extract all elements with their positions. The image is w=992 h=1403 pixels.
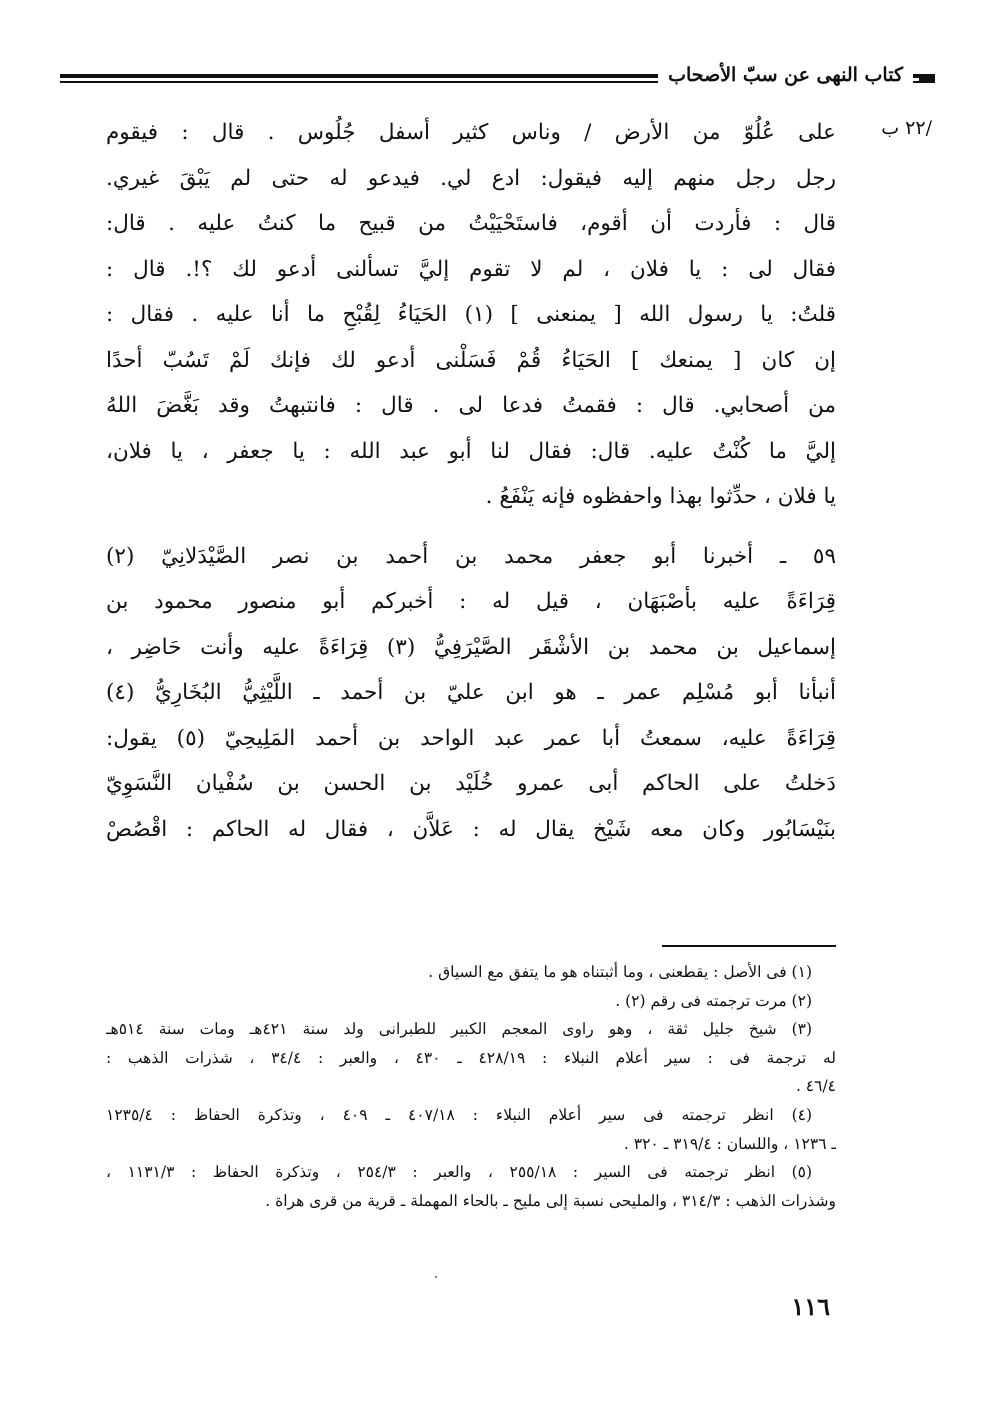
scan-speck (435, 1276, 437, 1278)
text-line: ٥٩ ـ أخبرنا أبو جعفر محمد بن أحمد بن نصر الصَّيْدَلانِيّ (٢) (106, 543, 836, 569)
header-rule-end (919, 74, 935, 83)
page-number: ١١٦ (791, 1292, 830, 1321)
text-line: قِرَاءَةً عليه بأصْبَهَان ، قيل له : أخبركم أبو منصور محمود بن (106, 589, 836, 614)
text-line: أنبأنا أبو مُسْلِم عمر ـ هو ابن عليّ بن أحمد ـ اللَّيْثِيُّ البُخَارِيُّ (٤) (106, 680, 836, 705)
footnote-line: (١) فى الأصل : يقطعنى ، وما أثبتناه هو ما يتفق مع السياق . (428, 963, 812, 981)
footnote-separator (662, 945, 836, 947)
footnote-line: (٣) شيخ جليل ثقة ، وهو راوى المعجم الكبير للطبرانى ولد سنة ٤٢١هـ ومات سنة ٥١٤هـ (106, 1020, 813, 1039)
footnote-line: (٥) انظر ترجمته فى السير : ٢٥٥/١٨ ، والعبر : ٢٥٤/٣ ، وتذكرة الحفاظ : ١١٣١/٣ ، (106, 1163, 813, 1182)
text-line: قلتُ: يا رسول الله [ يمنعنى ] (١) الحَيَاءُ لِقُبْحِ ما أنا عليه . فقال : (106, 302, 836, 327)
footnote-line: (٤) انظر ترجمته فى سير أعلام النبلاء : ٤٠٧/١٨ ـ ٤٠٩ ، وتذكرة الحفاظ : ١٢٣٥/٤ (106, 1105, 813, 1124)
running-head (60, 66, 935, 92)
text-line: إن كان [ يمنعك ] الحَيَاءُ قُمْ فَسَلْنى أدعو لك فإنك لَمْ تَسُبّ أحدًا (106, 347, 836, 373)
footnote-line: (٢) مرت ترجمته فى رقم (٢) . (615, 991, 812, 1010)
text-line: فقال لى : يا فلان ، لم لا تقوم إليَّ تسألنى أدعو لك ؟!. قال : (106, 256, 836, 282)
text-line: بنَيْسَابُور وكان معه شَيْخ يقال له : عَلاَّن ، فقال له الحاكم : اقْصُصْ (106, 816, 836, 842)
footnote-line: ـ ١٢٣٦ ، واللسان : ٣١٩/٤ ـ ٣٢٠ . (623, 1134, 836, 1153)
footnote-line: وشذرات الذهب : ٣١٤/٣ ، والمليحى نسبة إلى مليح ـ بالحاء المهملة ـ قرية من قرى هراة . (265, 1191, 836, 1210)
text-line: إليَّ ما كُنْتُ عليه. قال: فقال لنا أبو عبد الله : يا جعفر ، يا فلان، (106, 438, 836, 464)
footnote-line: له ترجمة فى : سير أعلام النبلاء : ٤٢٨/١٩ ـ ٤٣٠ ، والعبر : ٣٤/٤ ، شذرات الذهب : (106, 1048, 836, 1067)
text-line: من أصحابي. قال : فقمتُ فدعا لى . قال : فانتبهتُ وقد بَغَّضَ اللهُ (106, 393, 836, 418)
margin-folio-note: /٢٢ ب (881, 117, 932, 139)
paragraph-gap (106, 520, 836, 534)
main-text (106, 110, 836, 852)
footnote-line: ٤٦/٤ . (795, 1077, 836, 1096)
text-line: على عُلُوّ من الأرض / وناس كثير أسفل جُلُوس . قال : فيقوم (106, 120, 836, 145)
text-line: دَخلتُ على الحاكم أبى عمرو خُلَيْد بن الحسن بن سُفْيان النَّسَوِيّ (106, 771, 836, 796)
paragraph-1 (106, 110, 836, 520)
text-line: يا فلان ، حدِّثوا بهذا واحفظوه فإنه يَنْفَعُ . (485, 484, 836, 509)
text-line: إسماعيل بن محمد بن الأشْقَر الصَّيْرَفِيُّ (٣) قِرَاءَةً عليه وأنت حَاضِر ، (106, 634, 836, 660)
running-title: كتاب النهى عن سبّ الأصحاب (658, 62, 913, 88)
text-line: قِرَاءَةً عليه، سمعتُ أبا عمر عبد الواحد بن أحمد المَلِيحِيّ (٥) يقول: (106, 725, 836, 751)
paragraph-2 (106, 534, 836, 853)
text-line: قال : فأردت أن أقوم، فاستَحْيَيْتُ من قبيح ما كنتُ عليه . قال: (106, 211, 836, 236)
text-line: رجل رجل منهم إليه فيقول: ادع لي. فيدعو له حتى لم يَبْقَ غيري. (106, 165, 836, 191)
footnotes (106, 958, 836, 1215)
